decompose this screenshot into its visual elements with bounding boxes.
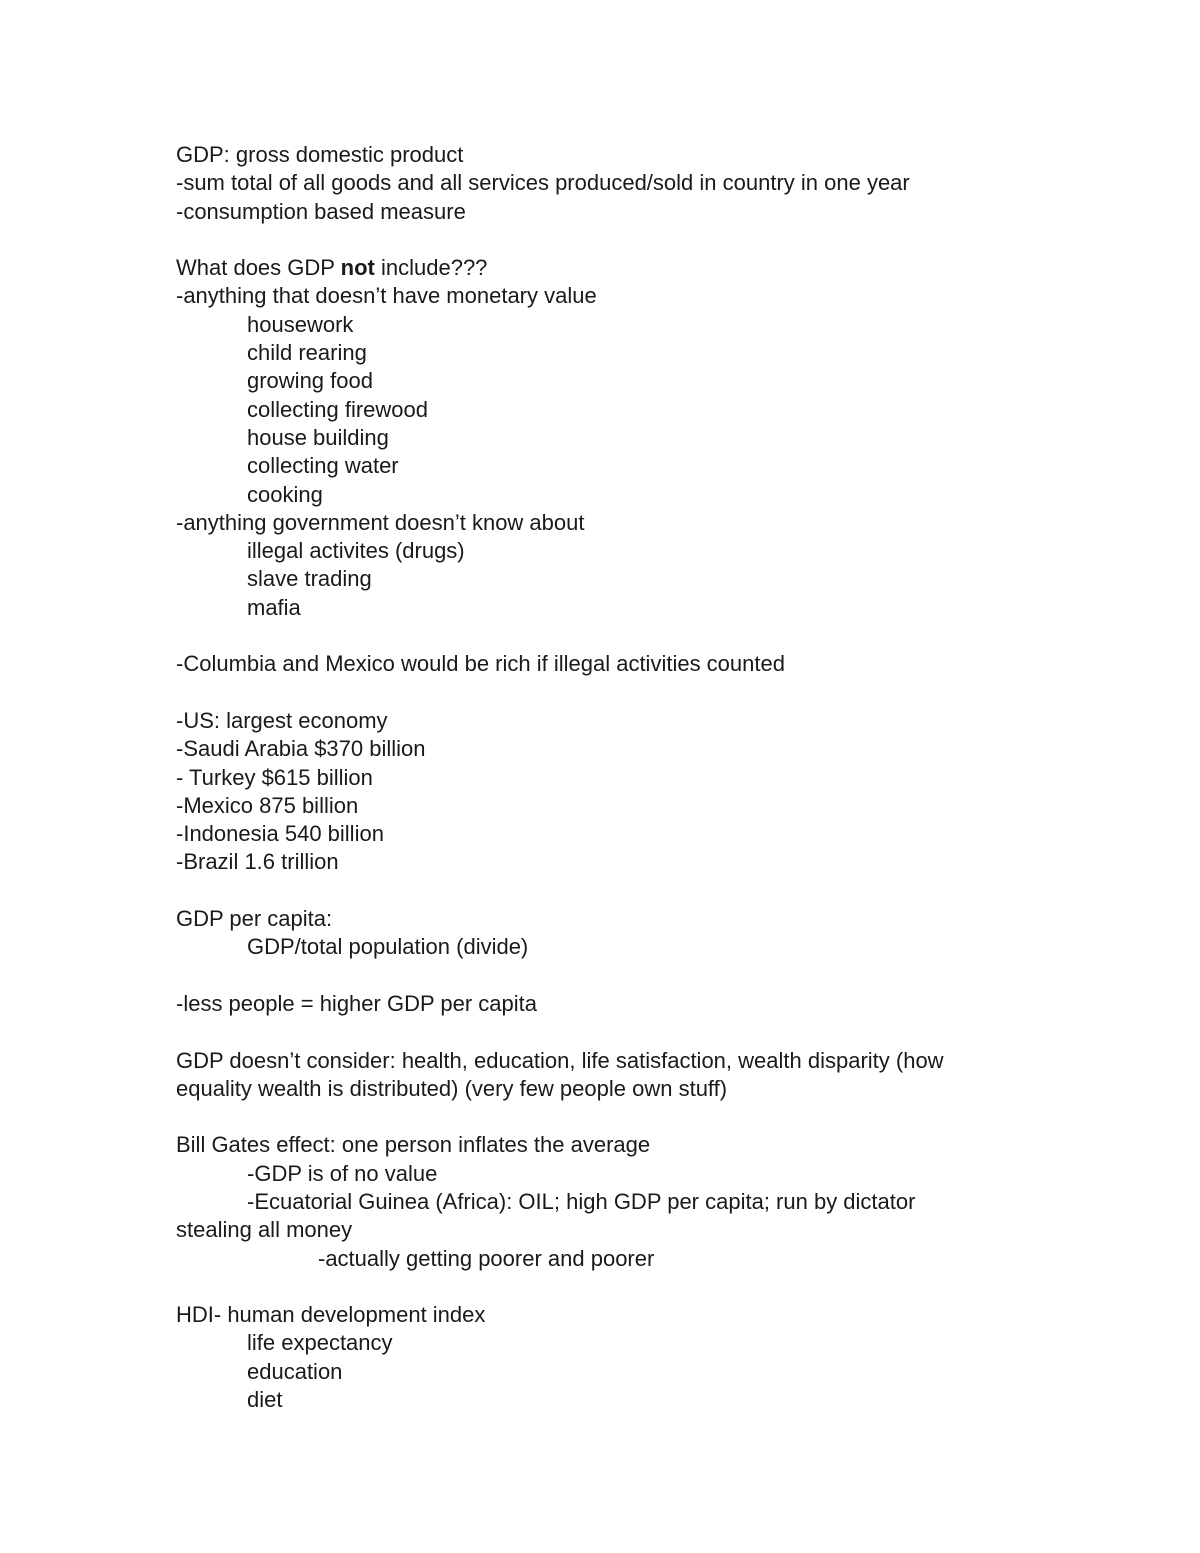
spacer: [176, 877, 1016, 905]
list-item: collecting water: [247, 453, 399, 479]
spacer: [176, 622, 1016, 650]
spacer: [176, 1018, 1016, 1046]
list-item: cooking: [247, 481, 323, 507]
economy-line: -Saudi Arabia $370 billion: [176, 736, 426, 762]
per-capita-title: GDP per capita:: [176, 906, 333, 932]
per-capita-note: -less people = higher GDP per capita: [176, 990, 537, 1016]
question-emphasis: not: [340, 255, 375, 281]
bill-gates-sub-point: -actually getting poorer and poorer: [318, 1245, 655, 1271]
spacer: [176, 226, 1016, 254]
economy-line: - Turkey $615 billion: [176, 764, 373, 790]
economy-line: -Brazil 1.6 trillion: [176, 849, 339, 875]
question-text-start: What does GDP: [176, 255, 341, 281]
spacer: [176, 962, 1016, 990]
gdp-measure: -consumption based measure: [176, 198, 466, 224]
list-item: slave trading: [247, 566, 372, 592]
not-considered-paragraph: GDP doesn’t consider: health, education, life satisfaction, wealth disparity (how equality wealth is distributed) (very few people own stuff): [176, 1047, 944, 1101]
unknown-to-government-heading: -anything government doesn’t know about: [176, 509, 585, 535]
no-monetary-value-heading: -anything that doesn’t have monetary value: [176, 283, 597, 309]
bill-gates-point-continued: stealing all money: [176, 1217, 353, 1243]
notes-body: [176, 141, 1016, 1414]
bill-gates-point: -GDP is of no value: [247, 1160, 438, 1186]
spacer: [176, 679, 1016, 707]
bill-gates-title: Bill Gates effect: one person inflates the average: [176, 1132, 651, 1158]
list-item: education: [247, 1358, 343, 1384]
list-item: housework: [247, 311, 354, 337]
economy-line: -Indonesia 540 billion: [176, 821, 384, 847]
question-text-end: include???: [374, 255, 488, 281]
list-item: child rearing: [247, 340, 367, 366]
list-item: house building: [247, 424, 389, 450]
spacer: [176, 1103, 1016, 1131]
list-item: collecting firewood: [247, 396, 428, 422]
illegal-activities-note: -Columbia and Mexico would be rich if illegal activities counted: [176, 651, 785, 677]
gdp-definition: -sum total of all goods and all services produced/sold in country in one year: [176, 170, 910, 196]
list-item: illegal activites (drugs): [247, 538, 465, 564]
list-item: diet: [247, 1387, 283, 1413]
economy-line: -Mexico 875 billion: [176, 792, 359, 818]
list-item: growing food: [247, 368, 373, 394]
spacer: [176, 1273, 1016, 1301]
per-capita-formula: GDP/total population (divide): [247, 934, 529, 960]
gdp-title: GDP: gross domestic product: [176, 142, 464, 167]
bill-gates-point: -Ecuatorial Guinea (Africa): OIL; high GDP per capita; run by dictator: [247, 1188, 916, 1214]
hdi-title: HDI- human development index: [176, 1302, 486, 1328]
list-item: life expectancy: [247, 1330, 393, 1356]
list-item: mafia: [247, 594, 301, 620]
exclusions-question: [176, 254, 1016, 282]
economy-line: -US: largest economy: [176, 707, 388, 733]
